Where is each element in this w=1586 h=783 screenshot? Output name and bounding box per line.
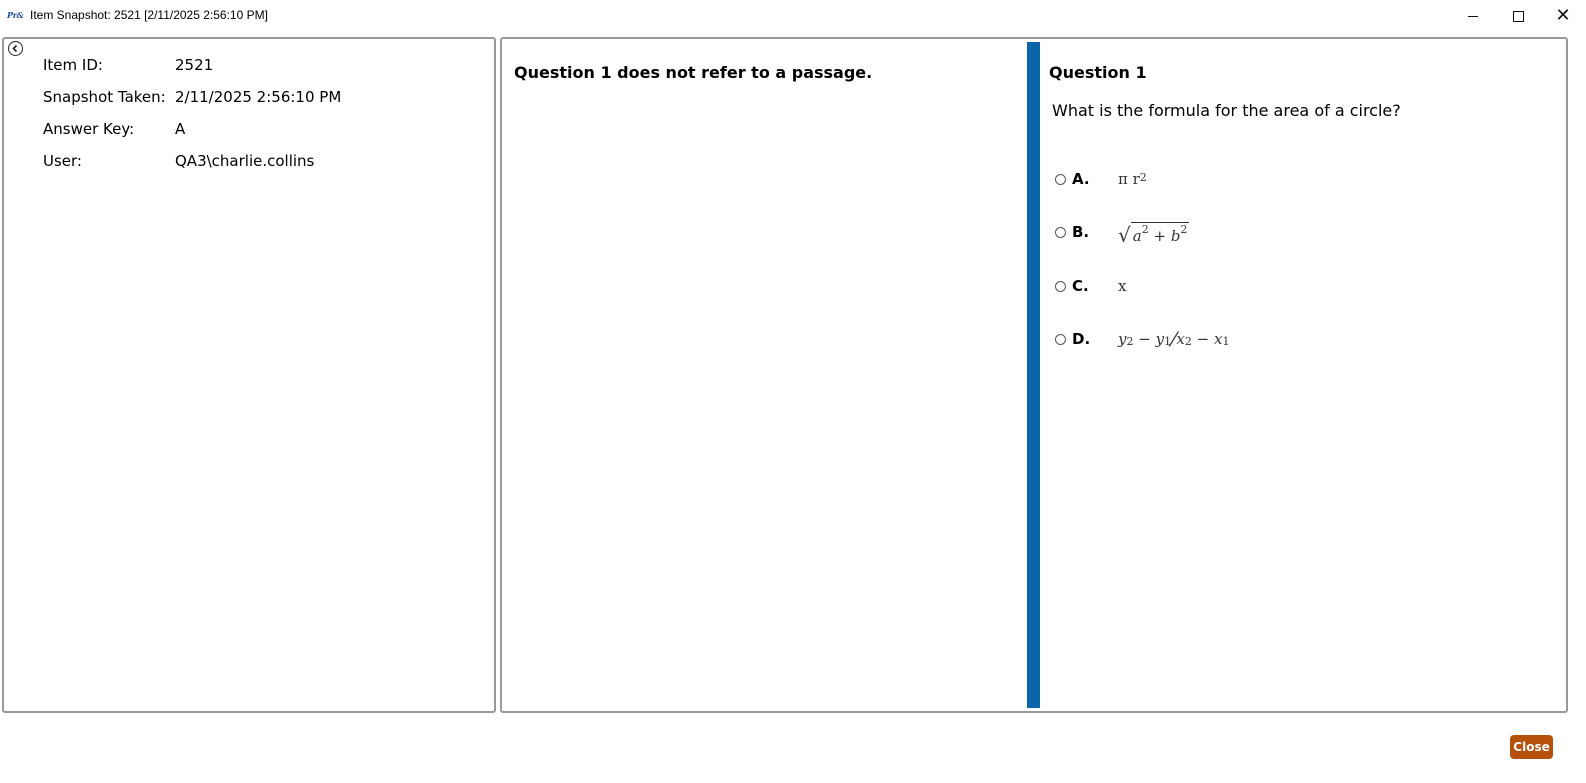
info-label: Snapshot Taken: (43, 88, 166, 106)
passage-note: Question 1 does not refer to a passage. (514, 63, 873, 82)
info-value: 2/11/2025 2:56:10 PM (175, 88, 342, 106)
radio-button[interactable] (1055, 334, 1066, 345)
option-math: y $_2$ − y $_1$ ⁄ x $_2$ − x $_1$ (1118, 327, 1230, 351)
window-title: Item Snapshot: 2521 [2/11/2025 2:56:10 PM] (30, 8, 268, 22)
option-math: x (1118, 277, 1127, 295)
option-letter: C. (1072, 277, 1089, 295)
question-stem: What is the formula for the area of a circle? (1052, 101, 1401, 120)
info-value: 2521 (175, 56, 214, 74)
radio-button[interactable] (1055, 227, 1066, 238)
answer-option-d[interactable] (1055, 327, 1229, 351)
chevron-left-icon (11, 44, 20, 53)
panel-divider[interactable] (1027, 42, 1040, 708)
info-label: Answer Key: (43, 120, 135, 138)
info-label: User: (43, 152, 82, 170)
item-content-panel (500, 37, 1568, 713)
answer-option-c[interactable] (1055, 274, 1126, 298)
close-button[interactable]: Close (1510, 735, 1553, 759)
minimize-icon (1468, 16, 1478, 17)
option-math: √ $a^2 + b^2$ (1118, 222, 1188, 247)
window-close-button[interactable] (1540, 0, 1586, 32)
minimize-button[interactable] (1450, 0, 1496, 32)
maximize-icon (1513, 11, 1524, 22)
option-letter: A. (1072, 170, 1090, 188)
option-letter: D. (1072, 330, 1091, 348)
option-math: π r $^2$ (1118, 170, 1147, 188)
collapse-panel-button[interactable] (8, 41, 23, 56)
close-icon: ✕ (1555, 5, 1571, 26)
question-title: Question 1 (1049, 63, 1147, 82)
window-titlebar (0, 0, 1586, 32)
answer-option-b[interactable] (1055, 220, 1189, 247)
maximize-button[interactable] (1495, 0, 1541, 32)
radio-button[interactable] (1055, 281, 1066, 292)
radio-button[interactable] (1055, 174, 1066, 185)
info-value: QA3\charlie.collins (175, 152, 315, 170)
option-letter: B. (1072, 223, 1090, 241)
item-info-panel (2, 37, 496, 713)
app-logo: Pr& (7, 10, 24, 20)
info-value: A (175, 120, 186, 138)
answer-option-a[interactable] (1055, 167, 1147, 191)
info-label: Item ID: (43, 56, 103, 74)
